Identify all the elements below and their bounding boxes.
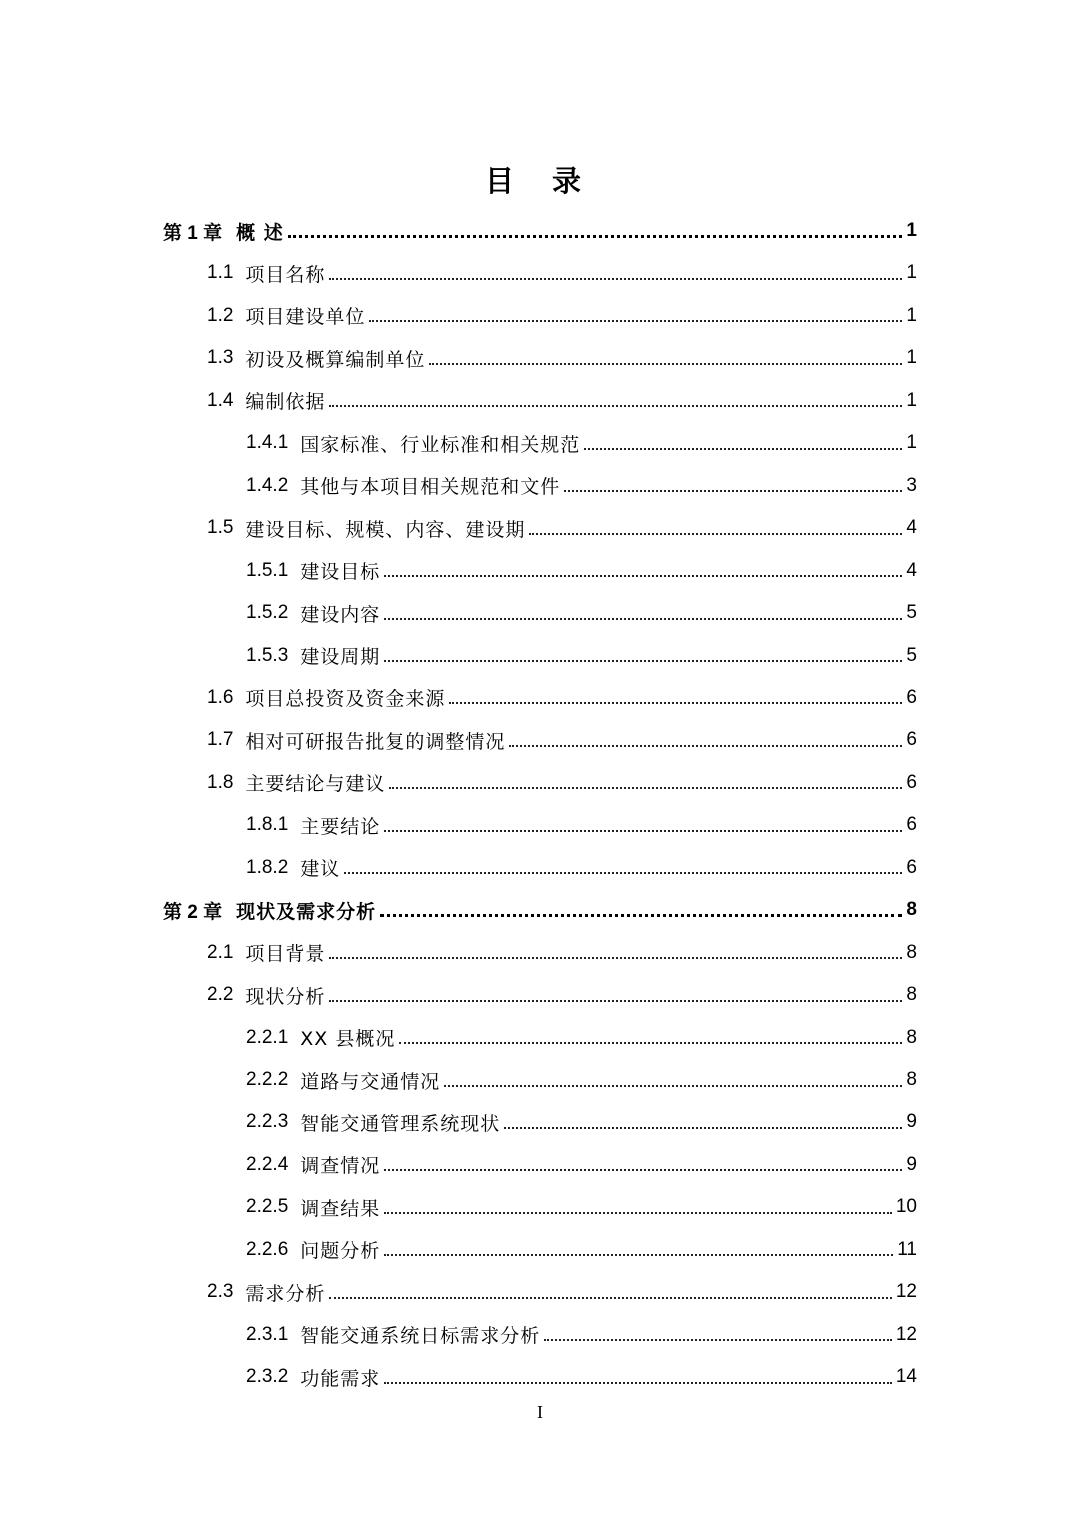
toc-entry-number: 1.5.1 bbox=[246, 559, 289, 581]
toc-entry-page: 6 bbox=[906, 771, 917, 793]
toc-entry[interactable] bbox=[207, 1271, 917, 1313]
toc-entry-page: 12 bbox=[895, 1323, 917, 1345]
toc-entry-number: 2.2.5 bbox=[246, 1196, 289, 1218]
toc-entry[interactable] bbox=[207, 974, 917, 1016]
toc-entry[interactable] bbox=[207, 677, 917, 719]
toc-entry-page: 4 bbox=[906, 517, 917, 539]
toc-dot-leader bbox=[329, 277, 902, 280]
toc-entry-title: 建设周期 bbox=[300, 646, 381, 668]
toc-entry-title: 建设目标、规模、内容、建设期 bbox=[245, 518, 526, 541]
toc-entry-title: 项目名称 bbox=[245, 263, 326, 286]
toc-dot-leader bbox=[389, 786, 902, 789]
toc-entry[interactable] bbox=[246, 550, 917, 592]
toc-entry-page: 6 bbox=[906, 686, 917, 708]
toc-entry[interactable] bbox=[246, 592, 917, 634]
toc-entry[interactable] bbox=[207, 252, 917, 294]
toc-entry[interactable] bbox=[163, 210, 917, 252]
toc-entry[interactable] bbox=[246, 1229, 917, 1271]
toc-entry-number: 2.2 bbox=[207, 984, 234, 1006]
toc-entry-number: 2.2.1 bbox=[246, 1026, 289, 1048]
toc-dot-leader bbox=[444, 1084, 902, 1087]
toc-entry-page: 6 bbox=[906, 814, 917, 836]
toc-entry-page: 6 bbox=[906, 729, 917, 751]
toc-entry-title: XX 县概况 bbox=[300, 1028, 396, 1051]
toc-entry-number: 1.4 bbox=[207, 389, 234, 411]
toc-entry-title: 其他与本项目相关规范和文件 bbox=[300, 476, 561, 499]
toc-entry-page: 4 bbox=[906, 559, 917, 581]
toc-entry[interactable] bbox=[207, 932, 917, 974]
toc-dot-leader bbox=[504, 1126, 902, 1129]
toc-dot-leader bbox=[564, 489, 902, 492]
toc-entry-number: 1.4.1 bbox=[246, 432, 289, 454]
toc-entry-title: 需求分析 bbox=[245, 1282, 326, 1305]
toc-dot-leader bbox=[288, 234, 903, 238]
toc-entry-number: 1.6 bbox=[207, 686, 234, 708]
toc-entry-title: 问题分析 bbox=[300, 1240, 381, 1263]
toc-entry-title: 相对可研报告批复的调整情况 bbox=[245, 730, 506, 753]
toc-entry-title: 国家标准、行业标准和相关规范 bbox=[300, 433, 581, 456]
toc-entry-title: 建议 bbox=[300, 858, 341, 881]
page-title: 目 录 bbox=[484, 164, 596, 198]
toc-entry-page: 8 bbox=[906, 941, 917, 963]
toc-dot-leader bbox=[384, 1381, 892, 1384]
toc-entry[interactable] bbox=[207, 719, 917, 761]
toc-entry-title: 调查结果 bbox=[300, 1197, 381, 1220]
toc-entry-page: 1 bbox=[906, 262, 917, 284]
toc-entry-page: 6 bbox=[906, 856, 917, 878]
toc-entry-page: 5 bbox=[906, 644, 917, 666]
toc-dot-leader bbox=[509, 744, 902, 747]
toc-dot-leader bbox=[384, 659, 902, 662]
toc-entry-number: 2.2.2 bbox=[246, 1069, 289, 1090]
toc-dot-leader bbox=[449, 701, 902, 704]
toc-entry-page: 9 bbox=[906, 1153, 917, 1175]
page-number-footer: I bbox=[537, 1402, 543, 1422]
toc-dot-leader bbox=[384, 1168, 902, 1171]
toc-entry-number: 2.2.4 bbox=[246, 1153, 289, 1175]
toc-dot-leader bbox=[384, 574, 902, 577]
toc-dot-leader bbox=[584, 447, 902, 450]
toc-entry-title: 概 述 bbox=[236, 221, 284, 244]
toc-entry-number: 1.8 bbox=[207, 771, 234, 793]
toc-entry-number: 1.2 bbox=[207, 304, 234, 326]
toc-dot-leader bbox=[544, 1338, 892, 1341]
toc-entry-number: 1.5.2 bbox=[246, 602, 289, 624]
toc-dot-leader bbox=[329, 956, 902, 959]
toc-dot-leader bbox=[384, 1253, 893, 1256]
toc-entry-title: 建设目标 bbox=[300, 561, 381, 584]
toc-entry-title: 智能交通管理系统现状 bbox=[300, 1112, 501, 1135]
toc-entry-page: 1 bbox=[906, 389, 917, 411]
toc-entry-title: 调查情况 bbox=[300, 1155, 381, 1178]
toc-entry-number: 1.3 bbox=[207, 347, 234, 369]
toc-entry[interactable] bbox=[246, 465, 917, 507]
toc-entry-page: 8 bbox=[906, 899, 917, 921]
toc-dot-leader bbox=[384, 829, 902, 832]
toc-entry-number: 2.3.2 bbox=[246, 1366, 289, 1388]
toc-entry-number: 1.8.1 bbox=[246, 814, 289, 836]
toc-dot-leader bbox=[429, 362, 902, 365]
toc-entry[interactable] bbox=[163, 889, 917, 931]
toc-entry-number: 1.5.3 bbox=[246, 644, 289, 666]
toc-entry-title: 智能交通系统日标需求分析 bbox=[300, 1325, 541, 1348]
toc-entry-page: 1 bbox=[906, 432, 917, 454]
toc-entry-title: 道路与交通情况 bbox=[300, 1070, 441, 1093]
toc-entry-title: 功能需求 bbox=[300, 1367, 381, 1390]
toc-entry-page: 8 bbox=[906, 984, 917, 1006]
toc-entry-page: 9 bbox=[906, 1111, 917, 1133]
toc-dot-leader bbox=[329, 404, 902, 407]
toc-entry-number: 2.3.1 bbox=[246, 1323, 289, 1345]
toc-dot-leader bbox=[329, 1296, 891, 1299]
toc-entry[interactable] bbox=[246, 1144, 917, 1186]
toc-entry-number: 1.1 bbox=[207, 262, 234, 284]
toc-entry-number: 1.4.2 bbox=[246, 474, 289, 496]
toc-entry[interactable] bbox=[246, 1017, 917, 1059]
toc-entry-title: 主要结论与建议 bbox=[245, 773, 386, 796]
toc-entry-page: 1 bbox=[906, 304, 917, 326]
toc-entry-page: 8 bbox=[906, 1026, 917, 1048]
toc-entry-number: 2.1 bbox=[207, 941, 234, 963]
toc-entry-number: 2.2.6 bbox=[246, 1238, 289, 1260]
toc-entry-page: 14 bbox=[895, 1366, 917, 1388]
toc-dot-leader bbox=[529, 532, 902, 535]
toc-entry-title: 现状及需求分析 bbox=[236, 900, 377, 923]
toc-entry[interactable] bbox=[246, 1059, 917, 1101]
toc-entry-page: 8 bbox=[906, 1069, 917, 1090]
toc-entry-title: 建设内容 bbox=[300, 603, 381, 626]
toc-entry[interactable] bbox=[207, 337, 917, 379]
toc-entry-title: 初设及概算编制单位 bbox=[245, 348, 426, 371]
toc-entry[interactable] bbox=[246, 804, 917, 846]
toc-entry-number: 1.7 bbox=[207, 729, 234, 751]
toc-entry-page: 1 bbox=[906, 220, 917, 241]
toc-entry[interactable] bbox=[246, 1314, 917, 1356]
toc-entry-page: 1 bbox=[906, 347, 917, 369]
toc-dot-leader bbox=[380, 913, 902, 917]
toc-entry[interactable] bbox=[246, 1186, 917, 1228]
toc-entry[interactable] bbox=[246, 422, 917, 464]
toc-entry[interactable] bbox=[246, 1101, 917, 1143]
toc-entry[interactable] bbox=[246, 847, 917, 889]
toc-entry-page: 12 bbox=[895, 1281, 917, 1303]
toc-entry-number: 2.3 bbox=[207, 1281, 234, 1303]
toc-entry-page: 5 bbox=[906, 602, 917, 624]
toc-entry-title: 项目总投资及资金来源 bbox=[245, 688, 446, 711]
toc-entry-page: 10 bbox=[895, 1196, 917, 1218]
toc-entry[interactable] bbox=[207, 507, 917, 549]
toc-dot-leader bbox=[399, 1041, 902, 1044]
toc-entry-title: 主要结论 bbox=[300, 815, 381, 838]
toc-entry-title: 现状分析 bbox=[245, 985, 326, 1008]
toc-entry-number: 2.2.3 bbox=[246, 1111, 289, 1133]
toc-entry-title: 项目背景 bbox=[245, 943, 326, 966]
toc-entry[interactable] bbox=[246, 1356, 917, 1398]
toc-entry-title: 编制依据 bbox=[245, 391, 326, 414]
toc-dot-leader bbox=[384, 1211, 892, 1214]
toc-entry[interactable] bbox=[207, 295, 917, 337]
toc-dot-leader bbox=[344, 871, 902, 874]
toc-entry-page: 3 bbox=[906, 474, 917, 496]
toc-entry-number: 第 2 章 bbox=[163, 901, 223, 923]
toc-dot-leader bbox=[329, 999, 902, 1002]
toc-entry-number: 1.5 bbox=[207, 517, 234, 539]
toc-entry-page: 11 bbox=[897, 1238, 917, 1260]
toc-dot-leader bbox=[384, 617, 902, 620]
toc-dot-leader bbox=[369, 319, 902, 322]
toc-entry-title: 项目建设单位 bbox=[245, 306, 366, 329]
toc-entry[interactable] bbox=[207, 380, 917, 422]
toc-entry-number: 第 1 章 bbox=[163, 222, 223, 244]
toc-entry-number: 1.8.2 bbox=[246, 856, 289, 878]
toc-entry[interactable] bbox=[246, 635, 917, 677]
toc-entry[interactable] bbox=[207, 762, 917, 804]
